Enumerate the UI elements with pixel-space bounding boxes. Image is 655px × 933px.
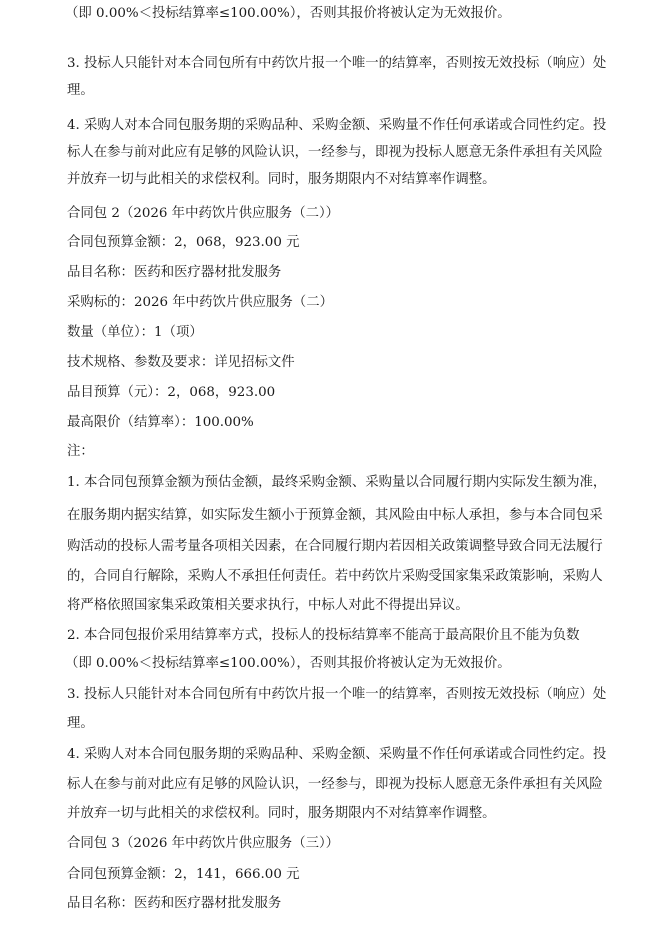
text-line: 技术规格、参数及要求：详见招标文件 — [67, 355, 295, 370]
text-line: （即 0.00%＜投标结算率≤100.00%），否则其报价将被认定为无效报价。 — [65, 656, 511, 671]
text-line: 4. 采购人对本合同包服务期的采购品种、采购金额、采购量不作任何承诺或合同性约定。投 — [67, 118, 607, 133]
text-line: 注： — [67, 444, 94, 459]
text-line: 品目预算（元）：2，068，923.00 — [67, 385, 276, 400]
text-line: 品目名称：医药和医疗器材批发服务 — [67, 896, 282, 911]
text-line: 1. 本合同包预算金额为预估金额，最终采购金额、采购量以合同履行期内实际发生额为准， — [67, 475, 607, 490]
section-heading: 合同包 2（2026 年中药饮片供应服务（二）） — [67, 206, 340, 221]
text-line: 购活动的投标人需考量各项相关因素，在合同履行期内若因相关政策调整导致合同无法履行 — [67, 539, 603, 554]
text-line: 品目名称：医药和医疗器材批发服务 — [67, 265, 282, 280]
text-line: 并放弃一切与此相关的求偿权利。同时，服务期限内不对结算率作调整。 — [67, 806, 496, 821]
text-line: 最高限价（结算率）：100.00% — [67, 415, 254, 430]
section-heading: 合同包 3（2026 年中药饮片供应服务（三）） — [67, 836, 340, 851]
text-line: 3. 投标人只能针对本合同包所有中药饮片报一个唯一的结算率，否则按无效投标（响应）处 — [67, 687, 607, 702]
text-line: 采购标的：2026 年中药饮片供应服务（二） — [67, 295, 333, 310]
text-line: 将严格依照国家集采政策相关要求执行，中标人对此不得提出异议。 — [67, 598, 469, 613]
text-line: 3. 投标人只能针对本合同包所有中药饮片报一个唯一的结算率，否则按无效投标（响应）处 — [67, 56, 607, 71]
text-line: 标人在参与前对此应有足够的风险认识，一经参与，即视为投标人愿意无条件承担有关风险 — [67, 145, 603, 160]
text-line: 标人在参与前对此应有足够的风险认识，一经参与，即视为投标人愿意无条件承担有关风险 — [67, 777, 603, 792]
text-line: 合同包预算金额：2，068，923.00 元 — [67, 235, 300, 250]
text-line: 在服务期内据实结算，如实际发生额小于预算金额，其风险由中标人承担，参与本合同包采 — [67, 508, 603, 523]
text-line: 数量（单位）：1（项） — [67, 325, 203, 340]
text-line: （即 0.00%＜投标结算率≤100.00%），否则其报价将被认定为无效报价。 — [65, 6, 511, 21]
text-line: 理。 — [67, 716, 94, 731]
text-line: 的，合同自行解除，采购人不承担任何责任。若中药饮片采购受国家集采政策影响，采购人 — [67, 569, 603, 584]
text-line: 2. 本合同包报价采用结算率方式，投标人的投标结算率不能高于最高限价且不能为负数 — [67, 628, 580, 643]
text-line: 并放弃一切与此相关的求偿权利。同时，服务期限内不对结算率作调整。 — [67, 172, 496, 187]
text-line: 合同包预算金额：2，141，666.00 元 — [67, 867, 300, 882]
text-line: 理。 — [67, 83, 94, 98]
text-line: 4. 采购人对本合同包服务期的采购品种、采购金额、采购量不作任何承诺或合同性约定。投 — [67, 747, 607, 762]
